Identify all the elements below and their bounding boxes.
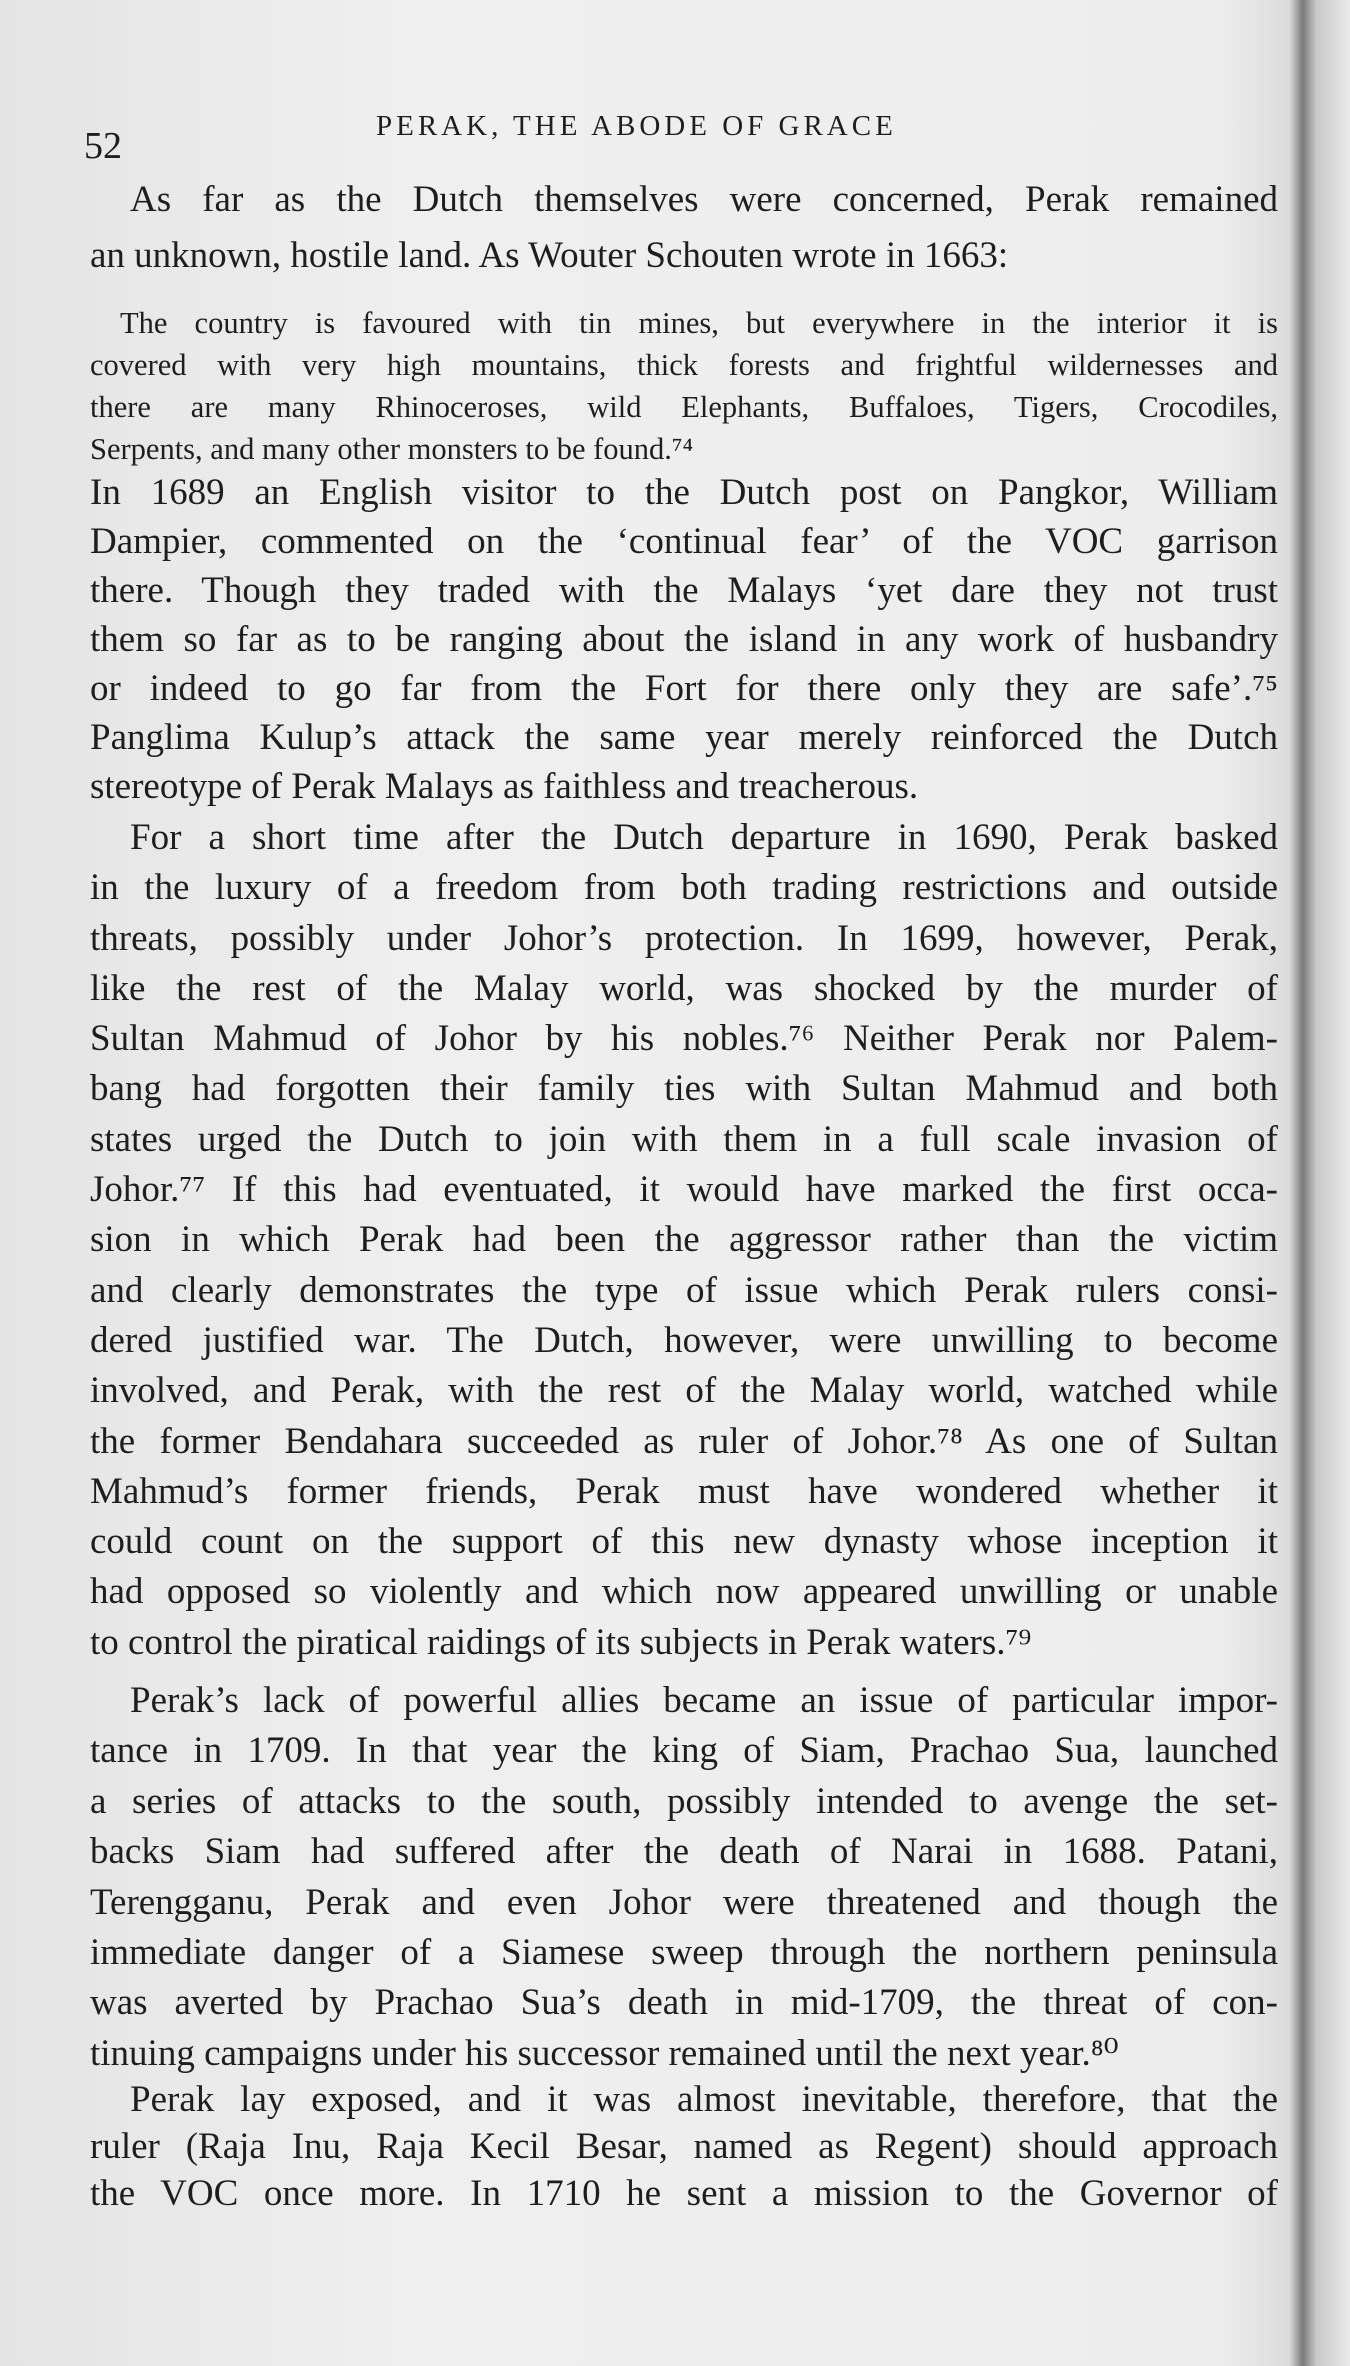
text-line: Dampier, commented on the ‘continual fear’ of the VOC garrison [90, 521, 1278, 562]
text-line: covered with very high mountains, thick forests and frightful wildernesses and [90, 348, 1278, 382]
text-line: threats, possibly under Johor’s protection. In 1699, however, Perak, [90, 917, 1278, 959]
text-line: states urged the Dutch to join with them in a full scale invasion of [90, 1118, 1278, 1160]
text-line: The country is favoured with tin mines, but everywhere in the interior it is [120, 306, 1278, 340]
text-line: Terengganu, Perak and even Johor were threatened and though the [90, 1881, 1278, 1923]
text-line: tinuing campaigns under his successor remained until the next year.⁸⁰ [90, 2032, 1119, 2074]
text-line: them so far as to be ranging about the island in any work of husbandry [90, 619, 1278, 660]
text-line: Perak lay exposed, and it was almost inevitable, therefore, that the [130, 2079, 1278, 2120]
paragraph-perak-exposed [90, 2076, 1278, 2217]
text-line: like the rest of the Malay world, was shocked by the murder of [90, 967, 1278, 1009]
text-line: a series of attacks to the south, possibly intended to avenge the set- [90, 1780, 1278, 1822]
text-line: sion in which Perak had been the aggressor rather than the victim [90, 1219, 1278, 1261]
text-line: Panglima Kulup’s attack the same year merely reinforced the Dutch [90, 717, 1278, 758]
text-line: the former Bendahara succeeded as ruler of Johor.⁷⁸ As one of Sultan [90, 1420, 1278, 1462]
text-line: had opposed so violently and which now appeared unwilling or unable [90, 1571, 1278, 1613]
blockquote-schouten [90, 302, 1278, 470]
text-line: For a short time after the Dutch departure in 1690, Perak basked [130, 817, 1278, 858]
text-line: to control the piratical raidings of its subjects in Perak waters.⁷⁹ [90, 1621, 1032, 1663]
text-line: involved, and Perak, with the rest of the Malay world, watched while [90, 1370, 1278, 1412]
paragraph-siam-threat [90, 1676, 1278, 2079]
text-line: tance in 1709. In that year the king of Siam, Prachao Sua, launched [90, 1730, 1278, 1772]
paragraph-dutch-view [90, 172, 1278, 284]
text-line: In 1689 an English visitor to the Dutch post on Pangkor, William [90, 472, 1278, 513]
text-line: Mahmud’s former friends, Perak must have wondered whether it [90, 1470, 1278, 1512]
text-line: As far as the Dutch themselves were concerned, Perak remained [130, 179, 1278, 220]
text-line: could count on the support of this new dynasty whose inception it [90, 1521, 1278, 1563]
text-line: in the luxury of a freedom from both trading restrictions and outside [90, 867, 1278, 909]
text-line: Serpents, and many other monsters to be found.⁷⁴ [90, 432, 694, 466]
text-line: Sultan Mahmud of Johor by his nobles.⁷⁶ Neither Perak nor Palem- [90, 1018, 1278, 1060]
paragraph-dutch-departure [90, 813, 1278, 1668]
text-line: backs Siam had suffered after the death of Narai in 1688. Patani, [90, 1831, 1278, 1873]
text-line: was averted by Prachao Sua’s death in mid-1709, the threat of con- [90, 1982, 1278, 2024]
text-line: Perak’s lack of powerful allies became an issue of particular impor- [130, 1680, 1278, 1721]
paragraph-dampier [90, 468, 1278, 811]
text-line: there. Though they traded with the Malays ‘yet dare they not trust [90, 570, 1278, 611]
text-line: ruler (Raja Inu, Raja Kecil Besar, named as Regent) should approach [90, 2126, 1278, 2167]
text-line: immediate danger of a Siamese sweep through the northern peninsula [90, 1931, 1278, 1973]
text-line: an unknown, hostile land. As Wouter Schouten wrote in 1663: [90, 235, 1009, 276]
text-line: stereotype of Perak Malays as faithless and treacherous. [90, 766, 919, 807]
text-line: and clearly demonstrates the type of issue which Perak rulers consi- [90, 1269, 1278, 1311]
text-line: or indeed to go far from the Fort for there only they are safe’.⁷⁵ [90, 668, 1278, 709]
text-line: bang had forgotten their family ties with Sultan Mahmud and both [90, 1068, 1278, 1110]
running-title: PERAK, THE ABODE OF GRACE [376, 110, 897, 142]
page-number: 52 [84, 125, 122, 167]
text-line: the VOC once more. In 1710 he sent a mission to the Governor of [90, 2173, 1278, 2214]
text-line: dered justified war. The Dutch, however, were unwilling to become [90, 1319, 1278, 1361]
text-line: Johor.⁷⁷ If this had eventuated, it would have marked the first occa- [90, 1169, 1278, 1211]
text-line: there are many Rhinoceroses, wild Elephants, Buffaloes, Tigers, Crocodiles, [90, 390, 1278, 424]
